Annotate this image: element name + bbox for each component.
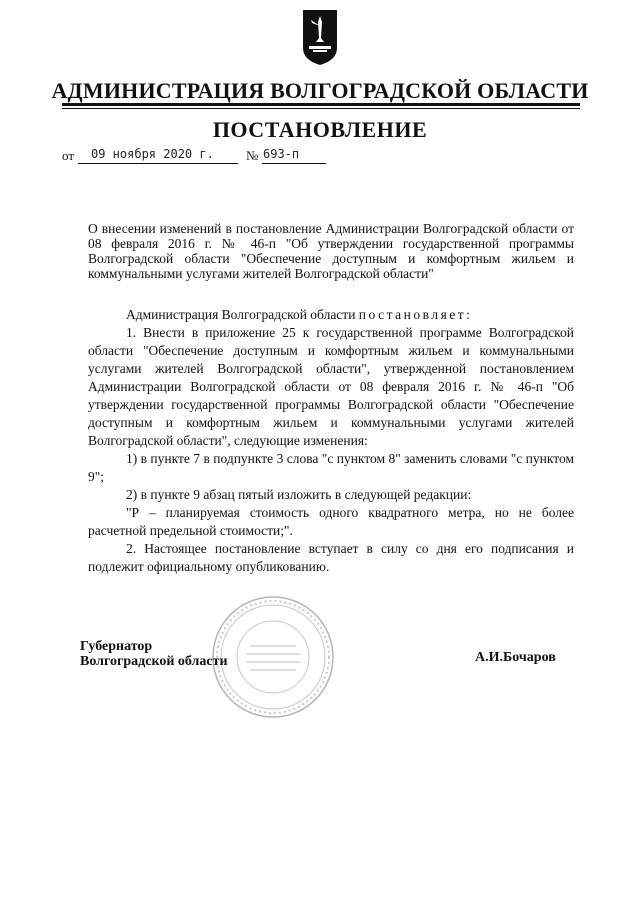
document-type-title: ПОСТАНОВЛЕНИЕ xyxy=(212,117,428,142)
signatory-position xyxy=(80,639,228,669)
document-body xyxy=(88,306,574,576)
organization-header: АДМИНИСТРАЦИЯ ВОЛГОГРАДСКОЙ ОБЛАСТИ xyxy=(51,78,589,103)
item-2: 2. Настоящее постановление вступает в силу со дня его подписания и подлежит официальному опубликованию. xyxy=(88,541,574,574)
signatory-name: А.И.Бочаров xyxy=(475,650,556,665)
item-1: 1. Внести в приложение 25 к государственной программе Волгоградской области "Обеспечение доступным и комфортным жильем и коммунальными услугами жителей Волгоградской области", утвержденной постановлением Администрации Волгоградской области от 08 февраля 2016 г. № 46-п "Об утверждении государственной программы Волгоградской области "Обеспечение доступным и комфортным жильем и коммунальными услугами жителей Волгоградской области", следующие изменения: xyxy=(88,325,574,448)
item-1-2: 2) в пункте 9 абзац пятый изложить в следующей редакции: xyxy=(126,487,472,502)
document-date: 09 ноября 2020 г. xyxy=(91,147,214,161)
coat-of-arms-emblem xyxy=(301,8,339,66)
item-1-1: 1) в пункте 7 в подпункте 3 слова "с пунктом 8" заменить словами "с пунктом 9"; xyxy=(88,451,574,484)
date-underline xyxy=(78,163,238,164)
date-prefix: от xyxy=(62,148,75,163)
number-prefix: № xyxy=(246,148,259,163)
intro-paragraph xyxy=(88,306,574,324)
document-number: 693-п xyxy=(263,147,300,161)
number-underline xyxy=(262,163,326,164)
date-number-line xyxy=(62,148,74,164)
document-subject: О внесении изменений в постановление Администрации Волгоградской области от 08 февраля 2016 г. № 46-п "Об утверждении государственной программы Волгоградской области "Обеспечение доступным и комфортным жильем и коммунальными услугами жителей Волгоградской области" xyxy=(88,221,574,281)
header-rule-thick xyxy=(62,103,580,106)
official-seal-stamp xyxy=(210,594,336,720)
intro-lead: Администрация Волгоградской области xyxy=(126,307,356,322)
position-line-2: Волгоградской области xyxy=(80,654,228,669)
position-line-1: Губернатор xyxy=(80,639,153,654)
intro-action: постановляет: xyxy=(358,307,473,322)
header-rule-thin xyxy=(62,108,580,109)
item-1-2-quote: "Р – планируемая стоимость одного квадратного метра, но не более расчетной предельной стоимости;". xyxy=(88,505,574,538)
